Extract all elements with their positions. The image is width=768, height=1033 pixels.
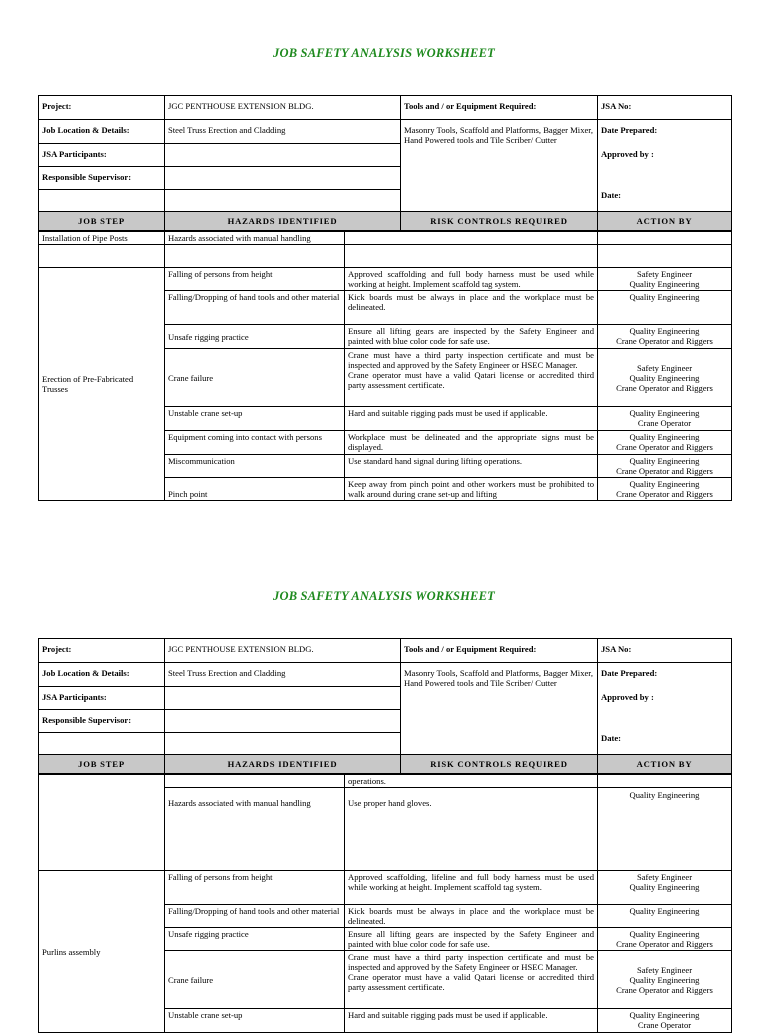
- action-cell: Quality Engineering Crane Operator: [598, 407, 732, 431]
- action-cell: Quality Engineering Crane Operator and Riggers: [598, 478, 732, 501]
- jsa-header-table: [38, 638, 732, 774]
- control-cell: Ensure all lifting gears are inspected by the Safety Engineer and painted with blue color code for safe use.: [345, 325, 598, 349]
- action-cell: Safety Engineer Quality Engineering: [598, 871, 732, 905]
- date-label: Date:: [601, 190, 622, 200]
- supervisor-label: Responsible Supervisor:: [39, 167, 165, 190]
- col-hazards: HAZARDS IDENTIFIED: [165, 212, 401, 231]
- supervisor-label: Responsible Supervisor:: [39, 710, 165, 733]
- hazard-cell: Hazards associated with manual handling: [165, 788, 345, 871]
- job-step-cell: [39, 245, 165, 268]
- project-value: JGC PENTHOUSE EXTENSION BLDG.: [165, 96, 401, 120]
- blank-cell: [165, 733, 401, 755]
- project-label: Project:: [39, 96, 165, 120]
- jsa-body-table: [38, 231, 732, 501]
- control-cell: [345, 245, 598, 268]
- supervisor-value: [165, 167, 401, 190]
- blank-cell: [39, 733, 165, 755]
- hazard-cell: Falling/Dropping of hand tools and other material: [165, 291, 345, 325]
- control-cell: Ensure all lifting gears are inspected by the Safety Engineer and painted with blue color code for safe use.: [345, 928, 598, 951]
- hazard-cell: Crane failure: [165, 951, 345, 1009]
- jsa-no-label: JSA No:: [598, 639, 732, 663]
- tools-value: Masonry Tools, Scaffold and Platforms, Bagger Mixer, Hand Powered tools and Tile Scriber/ Cutter: [401, 120, 598, 212]
- hazard-cell: Pinch point: [165, 478, 345, 501]
- control-cell: Workplace must be delineated and the appropriate signs must be displayed.: [345, 431, 598, 455]
- control-cell: Approved scaffolding and full body harness must be used while working at height. Implement scaffold tag system.: [345, 268, 598, 291]
- control-cell: Kick boards must be always in place and the workplace must be delineated.: [345, 905, 598, 928]
- hazard-cell: Unsafe rigging practice: [165, 325, 345, 349]
- hazard-cell: Unstable crane set-up: [165, 1009, 345, 1033]
- tools-label: Tools and / or Equipment Required:: [401, 639, 598, 663]
- hazard-cell: Falling of persons from height: [165, 268, 345, 291]
- hazard-cell: Hazards associated with manual handling: [165, 232, 345, 245]
- control-cell: Approved scaffolding, lifeline and full body harness must be used while working at height. Implement scaffold tag system.: [345, 871, 598, 905]
- jsa-body-table: [38, 774, 732, 1033]
- col-job-step: JOB STEP: [39, 755, 165, 774]
- date-label: Date:: [601, 733, 622, 743]
- action-cell: Quality Engineering Crane Operator and Riggers: [598, 325, 732, 349]
- approved-by-label: Approved by :: [601, 149, 654, 159]
- action-cell: [598, 232, 732, 245]
- location-value: Steel Truss Erection and Cladding: [165, 120, 401, 144]
- action-cell: [598, 245, 732, 268]
- control-cell: Kick boards must be always in place and the workplace must be delineated.: [345, 291, 598, 325]
- control-cell: operations.: [345, 775, 598, 788]
- col-job-step: JOB STEP: [39, 212, 165, 231]
- jsa-header-table: [38, 95, 732, 231]
- worksheet-title: JOB SAFETY ANALYSIS WORKSHEET: [273, 46, 495, 60]
- hazard-cell: [165, 775, 345, 788]
- participants-label: JSA Participants:: [39, 144, 165, 167]
- hazard-cell: [165, 245, 345, 268]
- col-action-by: ACTION BY: [598, 755, 732, 774]
- job-step-cell: Installation of Pipe Posts: [39, 232, 165, 245]
- col-risk-controls: RISK CONTROLS REQUIRED: [401, 755, 598, 774]
- participants-value: [165, 687, 401, 710]
- action-cell: Safety Engineer Quality Engineering Crane Operator and Riggers: [598, 951, 732, 1009]
- control-cell: Crane must have a third party inspection certificate and must be inspected and approved by the Safety Engineer or HSEC Manager. Crane operator must have a valid Qatari license or accredited third party assessment certificate.: [345, 349, 598, 407]
- hazard-cell: Falling/Dropping of hand tools and other material: [165, 905, 345, 928]
- jsa-no-label: JSA No:: [598, 96, 732, 120]
- job-step-cell: Erection of Pre-Fabricated Trusses: [39, 268, 165, 501]
- action-cell: Quality Engineering Crane Operator and Riggers: [598, 431, 732, 455]
- control-cell: Crane must have a third party inspection certificate and must be inspected and approved by the Safety Engineer or HSEC Manager. Crane operator must have a valid Qatari license or accredited third party assessment certificate.: [345, 951, 598, 1009]
- hazard-cell: Unstable crane set-up: [165, 407, 345, 431]
- control-cell: Hard and suitable rigging pads must be used if applicable.: [345, 1009, 598, 1033]
- project-label: Project:: [39, 639, 165, 663]
- approved-by-label: Approved by :: [601, 692, 654, 702]
- dates-block: [598, 120, 732, 212]
- action-cell: Quality Engineering Crane Operator: [598, 1009, 732, 1033]
- control-cell: Keep away from pinch point and other workers must be prohibited to walk around during crane set-up and lifting: [345, 478, 598, 501]
- action-cell: Quality Engineering: [598, 291, 732, 325]
- worksheet-title: JOB SAFETY ANALYSIS WORKSHEET: [273, 589, 495, 603]
- participants-label: JSA Participants:: [39, 687, 165, 710]
- action-cell: Quality Engineering: [598, 788, 732, 871]
- job-step-cell: [39, 775, 165, 871]
- location-label: Job Location & Details:: [39, 120, 165, 144]
- hazard-cell: Falling of persons from height: [165, 871, 345, 905]
- supervisor-value: [165, 710, 401, 733]
- dates-block: [598, 663, 732, 755]
- blank-cell: [39, 190, 165, 212]
- col-action-by: ACTION BY: [598, 212, 732, 231]
- control-cell: Hard and suitable rigging pads must be used if applicable.: [345, 407, 598, 431]
- date-prepared-label: Date Prepared:: [601, 125, 658, 135]
- hazard-cell: Equipment coming into contact with persons: [165, 431, 345, 455]
- hazard-cell: Miscommunication: [165, 455, 345, 478]
- action-cell: [598, 775, 732, 788]
- action-cell: Quality Engineering Crane Operator and Riggers: [598, 928, 732, 951]
- tools-label: Tools and / or Equipment Required:: [401, 96, 598, 120]
- action-cell: Safety Engineer Quality Engineering Crane Operator and Riggers: [598, 349, 732, 407]
- hazard-cell: Crane failure: [165, 349, 345, 407]
- action-cell: Quality Engineering Crane Operator and Riggers: [598, 455, 732, 478]
- control-cell: [345, 232, 598, 245]
- control-cell: Use proper hand gloves.: [345, 788, 598, 871]
- control-cell: Use standard hand signal during lifting operations.: [345, 455, 598, 478]
- tools-value: Masonry Tools, Scaffold and Platforms, Bagger Mixer, Hand Powered tools and Tile Scriber/ Cutter: [401, 663, 598, 755]
- participants-value: [165, 144, 401, 167]
- col-hazards: HAZARDS IDENTIFIED: [165, 755, 401, 774]
- location-value: Steel Truss Erection and Cladding: [165, 663, 401, 687]
- location-label: Job Location & Details:: [39, 663, 165, 687]
- blank-cell: [165, 190, 401, 212]
- col-risk-controls: RISK CONTROLS REQUIRED: [401, 212, 598, 231]
- action-cell: Safety Engineer Quality Engineering: [598, 268, 732, 291]
- hazard-cell: Unsafe rigging practice: [165, 928, 345, 951]
- action-cell: Quality Engineering: [598, 905, 732, 928]
- project-value: JGC PENTHOUSE EXTENSION BLDG.: [165, 639, 401, 663]
- job-step-cell: Purlins assembly: [39, 871, 165, 1033]
- date-prepared-label: Date Prepared:: [601, 668, 658, 678]
